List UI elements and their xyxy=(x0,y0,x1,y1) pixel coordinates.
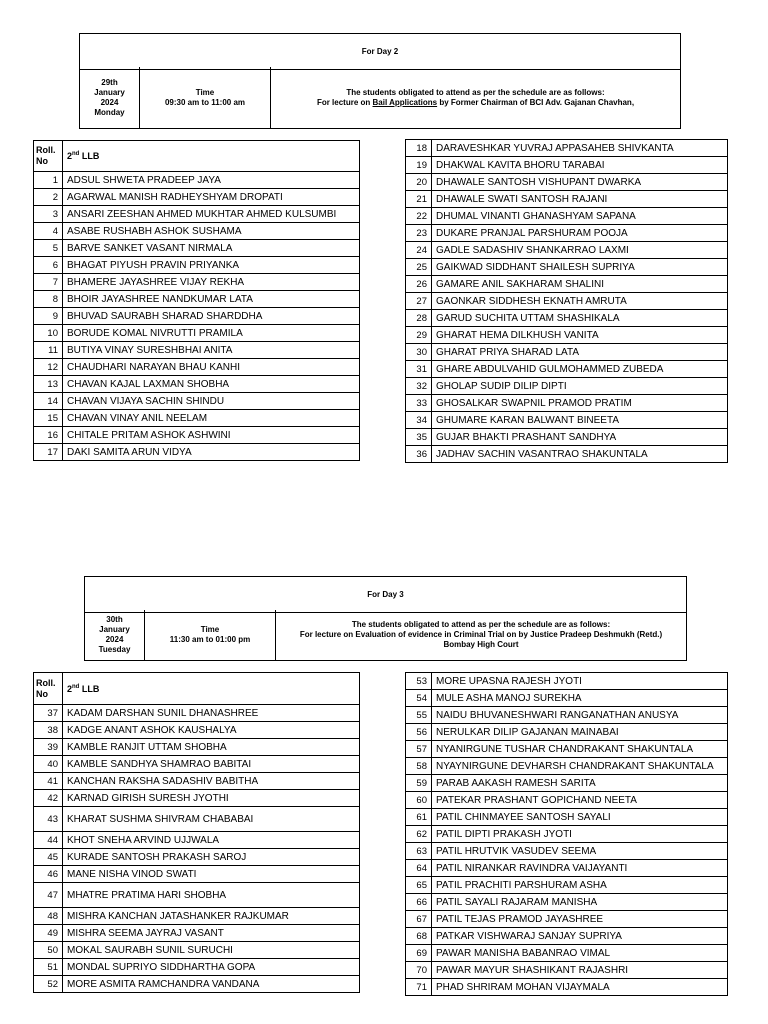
table-row xyxy=(406,344,728,361)
day2-roll-table-left xyxy=(33,140,360,461)
student-name: BORUDE KOMAL NIVRUTTI PRAMILA xyxy=(63,325,360,342)
roll-number: 68 xyxy=(406,928,432,945)
day2-desc-pre: For lecture on xyxy=(316,97,373,107)
roll-number: 26 xyxy=(406,276,432,293)
roll-number: 31 xyxy=(406,361,432,378)
roll-number: 12 xyxy=(34,359,63,376)
table-row xyxy=(406,690,728,707)
table-row xyxy=(406,809,728,826)
student-name: JADHAV SACHIN VASANTRAO SHAKUNTALA xyxy=(432,446,728,463)
roll-number: 62 xyxy=(406,826,432,843)
day3-time-label: Time xyxy=(200,625,220,634)
table-row xyxy=(34,427,360,444)
day3-schedule-header xyxy=(84,576,687,661)
roll-number: 32 xyxy=(406,378,432,395)
student-name: PARAB AAKASH RAMESH SARITA xyxy=(432,775,728,792)
table-row xyxy=(406,191,728,208)
roll-no-header: Roll. No xyxy=(34,673,63,705)
table-row xyxy=(406,877,728,894)
table-row xyxy=(406,792,728,809)
student-name: MHATRE PRATIMA HARI SHOBHA xyxy=(63,883,360,908)
roll-number: 27 xyxy=(406,293,432,310)
table-row xyxy=(34,308,360,325)
table-row xyxy=(34,705,360,722)
student-name: PAWAR MAYUR SHASHIKANT RAJASHRI xyxy=(432,962,728,979)
roll-number: 33 xyxy=(406,395,432,412)
table-row xyxy=(406,945,728,962)
student-name: AGARWAL MANISH RADHEYSHYAM DROPATI xyxy=(63,189,360,206)
table-row xyxy=(406,378,728,395)
day3-date-line: January xyxy=(99,625,130,634)
student-name: PATIL TEJAS PRAMOD JAYASHREE xyxy=(432,911,728,928)
student-name: KADGE ANANT ASHOK KAUSHALYA xyxy=(63,722,360,739)
table-row xyxy=(34,722,360,739)
table-row xyxy=(34,807,360,832)
day2-date-cell xyxy=(80,67,140,128)
table-row xyxy=(34,739,360,756)
roll-number: 63 xyxy=(406,843,432,860)
student-name: MONDAL SUPRIYO SIDDHARTHA GOPA xyxy=(63,959,360,976)
student-name: GAMARE ANIL SAKHARAM SHALINI xyxy=(432,276,728,293)
table-row xyxy=(406,724,728,741)
day2-time-cell xyxy=(140,67,271,128)
roll-number: 58 xyxy=(406,758,432,775)
day3-date-line: Tuesday xyxy=(98,645,131,654)
roll-number: 19 xyxy=(406,157,432,174)
table-row xyxy=(406,758,728,775)
roll-number: 59 xyxy=(406,775,432,792)
roll-number: 51 xyxy=(34,959,63,976)
roll-number: 66 xyxy=(406,894,432,911)
student-name: MISHRA KANCHAN JATASHANKER RAJKUMAR xyxy=(63,908,360,925)
roll-number: 10 xyxy=(34,325,63,342)
table-row xyxy=(406,826,728,843)
student-name: MOKAL SAURABH SUNIL SURUCHI xyxy=(63,942,360,959)
table-row xyxy=(34,756,360,773)
roll-number: 64 xyxy=(406,860,432,877)
roll-number: 15 xyxy=(34,410,63,427)
day2-desc-line xyxy=(317,98,634,108)
day2-description-cell xyxy=(271,67,680,128)
student-name: ADSUL SHWETA PRADEEP JAYA xyxy=(63,172,360,189)
roll-number: 23 xyxy=(406,225,432,242)
table-row xyxy=(34,274,360,291)
table-row xyxy=(34,925,360,942)
roll-number: 60 xyxy=(406,792,432,809)
table-row xyxy=(406,225,728,242)
roll-number: 28 xyxy=(406,310,432,327)
day2-date-line: 2024 xyxy=(100,97,119,107)
roll-number: 6 xyxy=(34,257,63,274)
table-row xyxy=(406,310,728,327)
roll-number: 61 xyxy=(406,809,432,826)
student-name: PATIL NIRANKAR RAVINDRA VAIJAYANTI xyxy=(432,860,728,877)
roll-number: 49 xyxy=(34,925,63,942)
student-name: PATIL SAYALI RAJARAM MANISHA xyxy=(432,894,728,911)
day2-date-line: 29th xyxy=(101,77,118,87)
day2-roll-table-right xyxy=(405,139,728,463)
table-row xyxy=(406,928,728,945)
table-row xyxy=(34,376,360,393)
student-name: DUKARE PRANJAL PARSHURAM POOJA xyxy=(432,225,728,242)
roll-number: 8 xyxy=(34,291,63,308)
student-name: GHARAT PRIYA SHARAD LATA xyxy=(432,344,728,361)
student-name: BHAGAT PIYUSH PRAVIN PRIYANKA xyxy=(63,257,360,274)
student-name: BHUVAD SAURABH SHARAD SHARDDHA xyxy=(63,308,360,325)
table-row xyxy=(34,942,360,959)
table-row xyxy=(34,291,360,308)
day2-schedule-header xyxy=(79,33,681,129)
roll-number: 17 xyxy=(34,444,63,461)
student-name: BHOIR JAYASHREE NANDKUMAR LATA xyxy=(63,291,360,308)
student-name: GAONKAR SIDDHESH EKNATH AMRUTA xyxy=(432,293,728,310)
table-row xyxy=(34,883,360,908)
student-name: NERULKAR DILIP GAJANAN MAINABAI xyxy=(432,724,728,741)
roll-number: 25 xyxy=(406,259,432,276)
roll-number: 34 xyxy=(406,412,432,429)
student-name: NYANIRGUNE TUSHAR CHANDRAKANT SHAKUNTALA xyxy=(432,741,728,758)
table-row xyxy=(406,979,728,996)
class-header: 2nd LLB xyxy=(63,673,360,705)
table-row xyxy=(406,276,728,293)
roll-number: 40 xyxy=(34,756,63,773)
roll-number: 67 xyxy=(406,911,432,928)
table-row xyxy=(406,174,728,191)
table-row xyxy=(34,393,360,410)
student-name: BUTIYA VINAY SURESHBHAI ANITA xyxy=(63,342,360,359)
roll-number: 36 xyxy=(406,446,432,463)
roll-number: 35 xyxy=(406,429,432,446)
table-row xyxy=(34,257,360,274)
day2-time-value: 09:30 am to 11:00 am xyxy=(164,97,246,107)
table-row xyxy=(34,959,360,976)
table-row xyxy=(34,359,360,376)
table-row xyxy=(34,342,360,359)
table-row xyxy=(406,412,728,429)
student-name: GAIKWAD SIDDHANT SHAILESH SUPRIYA xyxy=(432,259,728,276)
day3-desc-line: For lecture on Evaluation of evidence in Criminal Trial on by Justice Pradeep Deshmukh (Retd.) xyxy=(299,630,663,639)
student-name: KAMBLE SANDHYA SHAMRAO BABITAI xyxy=(63,756,360,773)
student-name: NAIDU BHUVANESHWARI RANGANATHAN ANUSYA xyxy=(432,707,728,724)
day2-desc-line: The students obligated to attend as per the schedule are as follows: xyxy=(346,87,605,97)
roll-number: 18 xyxy=(406,140,432,157)
student-name: MISHRA SEEMA JAYRAJ VASANT xyxy=(63,925,360,942)
day3-roll-table-left xyxy=(33,672,360,993)
roll-number: 1 xyxy=(34,172,63,189)
roll-number: 54 xyxy=(406,690,432,707)
table-row xyxy=(406,157,728,174)
student-name: CHAUDHARI NARAYAN BHAU KANHI xyxy=(63,359,360,376)
roll-number: 9 xyxy=(34,308,63,325)
table-row xyxy=(34,240,360,257)
roll-number: 4 xyxy=(34,223,63,240)
roll-no-header: Roll. No xyxy=(34,141,63,172)
student-name: DHAWALE SANTOSH VISHUPANT DWARKA xyxy=(432,174,728,191)
roll-number: 70 xyxy=(406,962,432,979)
table-row xyxy=(34,325,360,342)
student-name: GARUD SUCHITA UTTAM SHASHIKALA xyxy=(432,310,728,327)
student-name: DAKI SAMITA ARUN VIDYA xyxy=(63,444,360,461)
table-row xyxy=(34,908,360,925)
roll-number: 16 xyxy=(34,427,63,444)
table-row xyxy=(34,773,360,790)
day2-desc-post: by Former Chairman of BCI Adv. Gajanan Chavhan, xyxy=(437,97,635,107)
roll-number: 48 xyxy=(34,908,63,925)
student-name: CHITALE PRITAM ASHOK ASHWINI xyxy=(63,427,360,444)
table-row xyxy=(34,790,360,807)
roll-number: 69 xyxy=(406,945,432,962)
student-name: DARAVESHKAR YUVRAJ APPASAHEB SHIVKANTA xyxy=(432,140,728,157)
student-name: BARVE SANKET VASANT NIRMALA xyxy=(63,240,360,257)
table-row xyxy=(406,446,728,463)
day3-title: For Day 3 xyxy=(85,577,686,613)
student-name: PATIL PRACHITI PARSHURAM ASHA xyxy=(432,877,728,894)
roll-number: 52 xyxy=(34,976,63,993)
day3-time-cell xyxy=(145,610,276,660)
day2-date-line: Monday xyxy=(94,107,125,117)
table-row xyxy=(34,206,360,223)
roll-number: 43 xyxy=(34,807,63,832)
student-name: MORE ASMITA RAMCHANDRA VANDANA xyxy=(63,976,360,993)
table-row xyxy=(406,860,728,877)
roll-number: 29 xyxy=(406,327,432,344)
student-name: CHAVAN VIJAYA SACHIN SHINDU xyxy=(63,393,360,410)
roll-number: 56 xyxy=(406,724,432,741)
student-name: DHAWALE SWATI SANTOSH RAJANI xyxy=(432,191,728,208)
student-name: KURADE SANTOSH PRAKASH SAROJ xyxy=(63,849,360,866)
roll-number: 11 xyxy=(34,342,63,359)
student-name: PATIL CHINMAYEE SANTOSH SAYALI xyxy=(432,809,728,826)
day3-description-cell xyxy=(276,610,686,660)
table-row xyxy=(406,707,728,724)
student-name: PAWAR MANISHA BABANRAO VIMAL xyxy=(432,945,728,962)
student-name: PATEKAR PRASHANT GOPICHAND NEETA xyxy=(432,792,728,809)
roll-number: 57 xyxy=(406,741,432,758)
roll-number: 7 xyxy=(34,274,63,291)
student-name: PATIL DIPTI PRAKASH JYOTI xyxy=(432,826,728,843)
roll-number: 47 xyxy=(34,883,63,908)
student-name: PATKAR VISHWARAJ SANJAY SUPRIYA xyxy=(432,928,728,945)
roll-number: 44 xyxy=(34,832,63,849)
class-header: 2nd LLB xyxy=(63,141,360,172)
student-name: GHOLAP SUDIP DILIP DIPTI xyxy=(432,378,728,395)
roll-number: 39 xyxy=(34,739,63,756)
student-name: PATIL HRUTVIK VASUDEV SEEMA xyxy=(432,843,728,860)
table-row xyxy=(406,673,728,690)
table-row xyxy=(34,849,360,866)
roll-number: 22 xyxy=(406,208,432,225)
roll-number: 65 xyxy=(406,877,432,894)
roll-number: 2 xyxy=(34,189,63,206)
student-name: GHUMARE KARAN BALWANT BINEETA xyxy=(432,412,728,429)
roll-number: 13 xyxy=(34,376,63,393)
roll-number: 42 xyxy=(34,790,63,807)
day3-roll-table-right xyxy=(405,672,728,996)
table-row xyxy=(406,242,728,259)
roll-number: 30 xyxy=(406,344,432,361)
roll-number: 38 xyxy=(34,722,63,739)
table-row xyxy=(406,962,728,979)
table-row xyxy=(406,327,728,344)
table-row xyxy=(34,172,360,189)
roll-number: 45 xyxy=(34,849,63,866)
student-name: ASABE RUSHABH ASHOK SUSHAMA xyxy=(63,223,360,240)
roll-number: 37 xyxy=(34,705,63,722)
table-row xyxy=(34,223,360,240)
student-name: KHOT SNEHA ARVIND UJJWALA xyxy=(63,832,360,849)
roll-number: 50 xyxy=(34,942,63,959)
table-row xyxy=(406,741,728,758)
table-row xyxy=(406,361,728,378)
student-name: GADLE SADASHIV SHANKARRAO LAXMI xyxy=(432,242,728,259)
day2-time-label: Time xyxy=(195,87,215,97)
student-name: ANSARI ZEESHAN AHMED MUKHTAR AHMED KULSUMBI xyxy=(63,206,360,223)
table-row xyxy=(406,293,728,310)
roll-number: 5 xyxy=(34,240,63,257)
day3-date-line: 30th xyxy=(106,615,123,624)
table-row xyxy=(406,775,728,792)
day2-topic: Bail Applications xyxy=(372,97,438,107)
table-row xyxy=(406,911,728,928)
table-row xyxy=(406,208,728,225)
table-row xyxy=(406,429,728,446)
day3-time-value: 11:30 am to 01:00 pm xyxy=(169,635,251,644)
student-name: MANE NISHA VINOD SWATI xyxy=(63,866,360,883)
table-row xyxy=(34,444,360,461)
day3-desc-line: Bombay High Court xyxy=(443,640,519,649)
student-name: KANCHAN RAKSHA SADASHIV BABITHA xyxy=(63,773,360,790)
student-name: MORE UPASNA RAJESH JYOTI xyxy=(432,673,728,690)
day3-desc-line: The students obligated to attend as per the schedule are as follows: xyxy=(351,620,611,629)
roll-number: 41 xyxy=(34,773,63,790)
table-row xyxy=(34,832,360,849)
student-name: GHARE ABDULVAHID GULMOHAMMED ZUBEDA xyxy=(432,361,728,378)
student-name: KHARAT SUSHMA SHIVRAM CHABABAI xyxy=(63,807,360,832)
student-name: BHAMERE JAYASHREE VIJAY REKHA xyxy=(63,274,360,291)
roll-number: 14 xyxy=(34,393,63,410)
table-row xyxy=(406,259,728,276)
day2-date-line: January xyxy=(94,87,125,97)
roll-number: 20 xyxy=(406,174,432,191)
table-row xyxy=(406,843,728,860)
student-name: CHAVAN KAJAL LAXMAN SHOBHA xyxy=(63,376,360,393)
student-name: GUJAR BHAKTI PRASHANT SANDHYA xyxy=(432,429,728,446)
student-name: GHARAT HEMA DILKHUSH VANITA xyxy=(432,327,728,344)
student-name: NYAYNIRGUNE DEVHARSH CHANDRAKANT SHAKUNTALA xyxy=(432,758,728,775)
table-row xyxy=(406,140,728,157)
roll-number: 3 xyxy=(34,206,63,223)
student-name: PHAD SHRIRAM MOHAN VIJAYMALA xyxy=(432,979,728,996)
student-name: DHAKWAL KAVITA BHORU TARABAI xyxy=(432,157,728,174)
day3-date-cell xyxy=(85,610,145,660)
table-row xyxy=(406,894,728,911)
student-name: KAMBLE RANJIT UTTAM SHOBHA xyxy=(63,739,360,756)
roll-number: 55 xyxy=(406,707,432,724)
day2-title: For Day 2 xyxy=(80,34,680,70)
roll-number: 46 xyxy=(34,866,63,883)
roll-number: 53 xyxy=(406,673,432,690)
table-row xyxy=(34,410,360,427)
roll-number: 21 xyxy=(406,191,432,208)
student-name: GHOSALKAR SWAPNIL PRAMOD PRATIM xyxy=(432,395,728,412)
student-name: KADAM DARSHAN SUNIL DHANASHREE xyxy=(63,705,360,722)
student-name: KARNAD GIRISH SURESH JYOTHI xyxy=(63,790,360,807)
student-name: CHAVAN VINAY ANIL NEELAM xyxy=(63,410,360,427)
table-row xyxy=(406,395,728,412)
roll-number: 24 xyxy=(406,242,432,259)
student-name: MULE ASHA MANOJ SUREKHA xyxy=(432,690,728,707)
student-name: DHUMAL VINANTI GHANASHYAM SAPANA xyxy=(432,208,728,225)
table-row xyxy=(34,976,360,993)
roll-number: 71 xyxy=(406,979,432,996)
table-row xyxy=(34,866,360,883)
day3-date-line: 2024 xyxy=(105,635,124,644)
table-row xyxy=(34,189,360,206)
